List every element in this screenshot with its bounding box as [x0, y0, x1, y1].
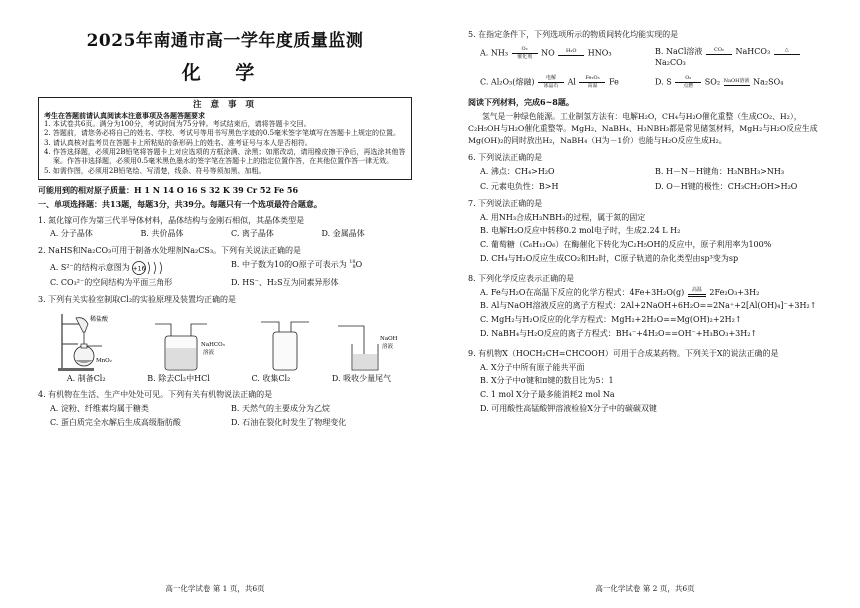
option-c: C. Al₂O₃(熔融) 电解 冰晶石 Al Fe₂O₃ 高温 Fe: [480, 75, 619, 90]
svg-text:稀盐酸: 稀盐酸: [90, 315, 109, 323]
notice-heading: 注 意 事 项: [193, 99, 257, 110]
question-stem: 2. NaHS和Na₂CO₃可用于制备水处理剂Na₂CS₃。下列有关说法正确的是: [38, 246, 302, 256]
option-a: A. 用NH₃合成H₃NBH₃的过程，属于氮的固定: [480, 212, 646, 222]
question-stem: 3. 下列有关实验室制取Cl₂的实验原理及装置均正确的是: [38, 294, 237, 304]
notice-item: 5. 如需作图，必须用2B铅笔绘、写清楚，线条、符号等须加黑、加粗。: [44, 166, 266, 175]
option-b: B. H－N－H键角：H₃NBH₃>NH₃: [655, 167, 785, 177]
question-stem: 9. 有机物X（HOCH₂CH=CHCOOH）可用于合成某药物。下列关于X的说法正确的是: [468, 348, 779, 358]
atomic-masses: 可能用到的相对原子质量：H 1 N 14 O 16 S 32 K 39 Cr 52 Fe 56: [38, 184, 299, 195]
question-4: [38, 390, 412, 428]
page-footer: 高一化学试卷 第 2 页，共6页: [595, 583, 695, 593]
option-d: D. 金属晶体: [321, 229, 365, 239]
subject-title: 化 学: [181, 61, 269, 84]
question-stem: 8. 下列化学反应表示正确的是: [468, 273, 575, 283]
option-a: A. 分子晶体: [50, 229, 93, 239]
option-a: A. 制备Cl₂: [66, 373, 106, 383]
question-6: [468, 153, 830, 192]
notice-item: 3. 请认真核对监考员在答题卡上所粘贴的条形码上的姓名、准考证号与本人是否相符。: [44, 138, 312, 147]
option-d: D. 可用酸性高锰酸钾溶液检验X分子中的碳碳双键: [480, 403, 657, 413]
page-footer: 高一化学试卷 第 1 页，共6页: [165, 583, 265, 593]
option-c: C. MgH₂与H₂O反应的化学方程式：MgH₂+2H₂O==Mg(OH)₂+2H₂↑: [480, 315, 742, 325]
question-stem: 7. 下列说法正确的是: [468, 198, 543, 208]
svg-text:MnO₂: MnO₂: [96, 357, 113, 364]
svg-text:溶液: 溶液: [202, 349, 214, 356]
option-a: A. S²⁻的结构示意图为 +16: [50, 260, 231, 276]
notice-item: 4. 作答选择题，必须用2B铅笔将答题卡上对应选项的方框涂满、涂黑；如需改动，请用橡皮擦干净后，再选涂其他答案。作答非选择题，必须用0.5毫米黑色墨水的签字笔在答题卡上的指定位置作答，在其他位置作答一律无效。: [44, 148, 406, 166]
apparatus-a-icon: [54, 310, 134, 372]
option-b: B. 共价晶体: [140, 229, 184, 239]
svg-text:NaOH: NaOH: [379, 335, 398, 342]
option-c: C. 收集Cl₂: [251, 373, 291, 383]
option-c: C. 离子晶体: [231, 229, 274, 239]
option-b: B. 天然气的主要成分为乙烷: [231, 404, 330, 414]
option-a: A. 淀粉、纤维素均属于糖类: [50, 404, 149, 414]
option-d: D. NaBH₄与H₂O反应的离子方程式：BH₄⁻+4H₂O==OH⁻+H₃BO₃+3H₂↑: [480, 328, 758, 338]
question-stem: 1. 氮化镓可作为第三代半导体材料，晶体结构与金刚石相似，其晶体类型是: [38, 215, 305, 225]
material-intro: 阅读下列材料，完成6~8题。: [468, 97, 574, 108]
option-b: B. 中子数为10的O原子可表示为 18 8 O: [231, 258, 363, 270]
question-1: [38, 216, 412, 241]
option-d: D. HS⁻、H₂S互为同素异形体: [231, 277, 339, 287]
question-3: [38, 295, 412, 385]
option-d: D. O－H键的极性：CH₃CH₂OH>H₂O: [655, 182, 798, 192]
apparatus-b-icon: [151, 310, 241, 372]
apparatus-c-icon: [257, 310, 317, 372]
svg-text:NaHCO₃: NaHCO₃: [200, 341, 225, 348]
question-2: [38, 246, 412, 289]
lab-apparatus: [38, 310, 412, 372]
option-b: B. 除去Cl₂中HCl: [147, 373, 210, 383]
option-b: B. NaCl溶液 CO₂ NaHCO₃ △ Na₂CO₃: [655, 47, 830, 69]
option-c: C. CO₃²⁻的空间结构为平面三角形: [50, 277, 173, 287]
page-2: [430, 0, 860, 608]
nucleus-charge: +16: [132, 265, 146, 273]
notice-subheading: 考生在答题前请认真阅读本注意事项及各题答题要求: [44, 110, 205, 120]
option-b: B. Al与NaOH溶液反应的离子方程式：2Al+2NaOH+6H₂O==2Na⁺+2[Al(OH)₄]⁻+3H₂↑: [480, 301, 817, 311]
reading-passage: 氢气是一种绿色能源。工业制氢方法有：电解H₂O，CH₄与H₂O催化重整（生成CO₂、H₂），C₂H₅OH与H₂O催化重整等。MgH₂、NaBH₄、H₃NBH₃都是常见储氢材料，MgH₂与H₂O反应生成Mg(OH)₂的同时放出H₂，NaBH₄（H为－1价）也能与H₂O反应生成H₂。: [468, 112, 818, 146]
option-c: C. 元素电负性：B>H: [480, 182, 559, 192]
option-c: C. 蛋白质完全水解后生成高级脂肪酸: [50, 417, 181, 427]
atom-structure-icon: [132, 260, 166, 276]
notice-item: 2. 答题前，请您务必将自己的姓名、学校、考试号等用书写黑色字迹的0.5毫米签字笔填写在答题卡上规定的位置。: [44, 129, 401, 138]
option-a: A. NH₃ O₂ 催化剂 NO H₂O HNO₃: [480, 45, 612, 60]
question-stem: 5. 在指定条件下，下列选项所示的物质间转化均能实现的是: [468, 30, 679, 39]
question-stem: 6. 下列说法正确的是: [468, 153, 543, 163]
notice-item: 1. 本试卷共6页。满分为100分，考试时间为75分钟。考试结束后，请将答题卡交回。: [44, 120, 311, 129]
question-5: [468, 30, 830, 89]
question-stem: 4. 有机物在生活、生产中处处可见。下列有关有机物说法正确的是: [38, 390, 273, 400]
question-9: [468, 349, 830, 418]
question-8: [468, 274, 830, 343]
option-d: D. 吸收少量尾气: [331, 373, 392, 383]
option-c: C. 葡萄糖（C₆H₁₂O₆）在酶催化下转化为C₂H₅OH的反应中，原子利用率为100%: [480, 240, 772, 250]
option-d: D. S O₂ 点燃 SO₂ NaOH溶液 Na₂SO₄: [655, 75, 784, 90]
option-a: A. X分子中所有原子能共平面: [480, 362, 585, 372]
option-a: A. Fe与H₂O在高温下反应的化学方程式：4Fe+3H₂O(g) 高温 2Fe₂O₃+3H₂: [480, 286, 760, 297]
option-d: D. 石油在裂化时发生了物理变化: [231, 417, 347, 427]
exam-title: 2025年南通市高一学年度质量监测: [86, 31, 364, 51]
section-heading: 一、单项选择题：共13题，每题3分，共39分。每题只有一个选项最符合题意。: [38, 198, 322, 209]
apparatus-d-icon: [334, 310, 404, 372]
svg-text:溶液: 溶液: [381, 343, 393, 350]
notice-box: [38, 97, 412, 180]
option-d: D. CH₄与H₂O反应生成CO₂和H₂时，C原子轨道的杂化类型由sp³变为sp: [480, 254, 739, 263]
option-a: A. 沸点：CH₄>H₂O: [480, 167, 555, 177]
option-b: B. 电解H₂O反应中转移0.2 mol电子时，生成2.24 L H₂: [480, 226, 681, 236]
option-c: C. 1 mol X分子最多能消耗2 mol Na: [480, 390, 615, 400]
option-b: B. X分子中σ键和π键的数目比为5：1: [480, 376, 614, 386]
question-7: [468, 199, 830, 268]
